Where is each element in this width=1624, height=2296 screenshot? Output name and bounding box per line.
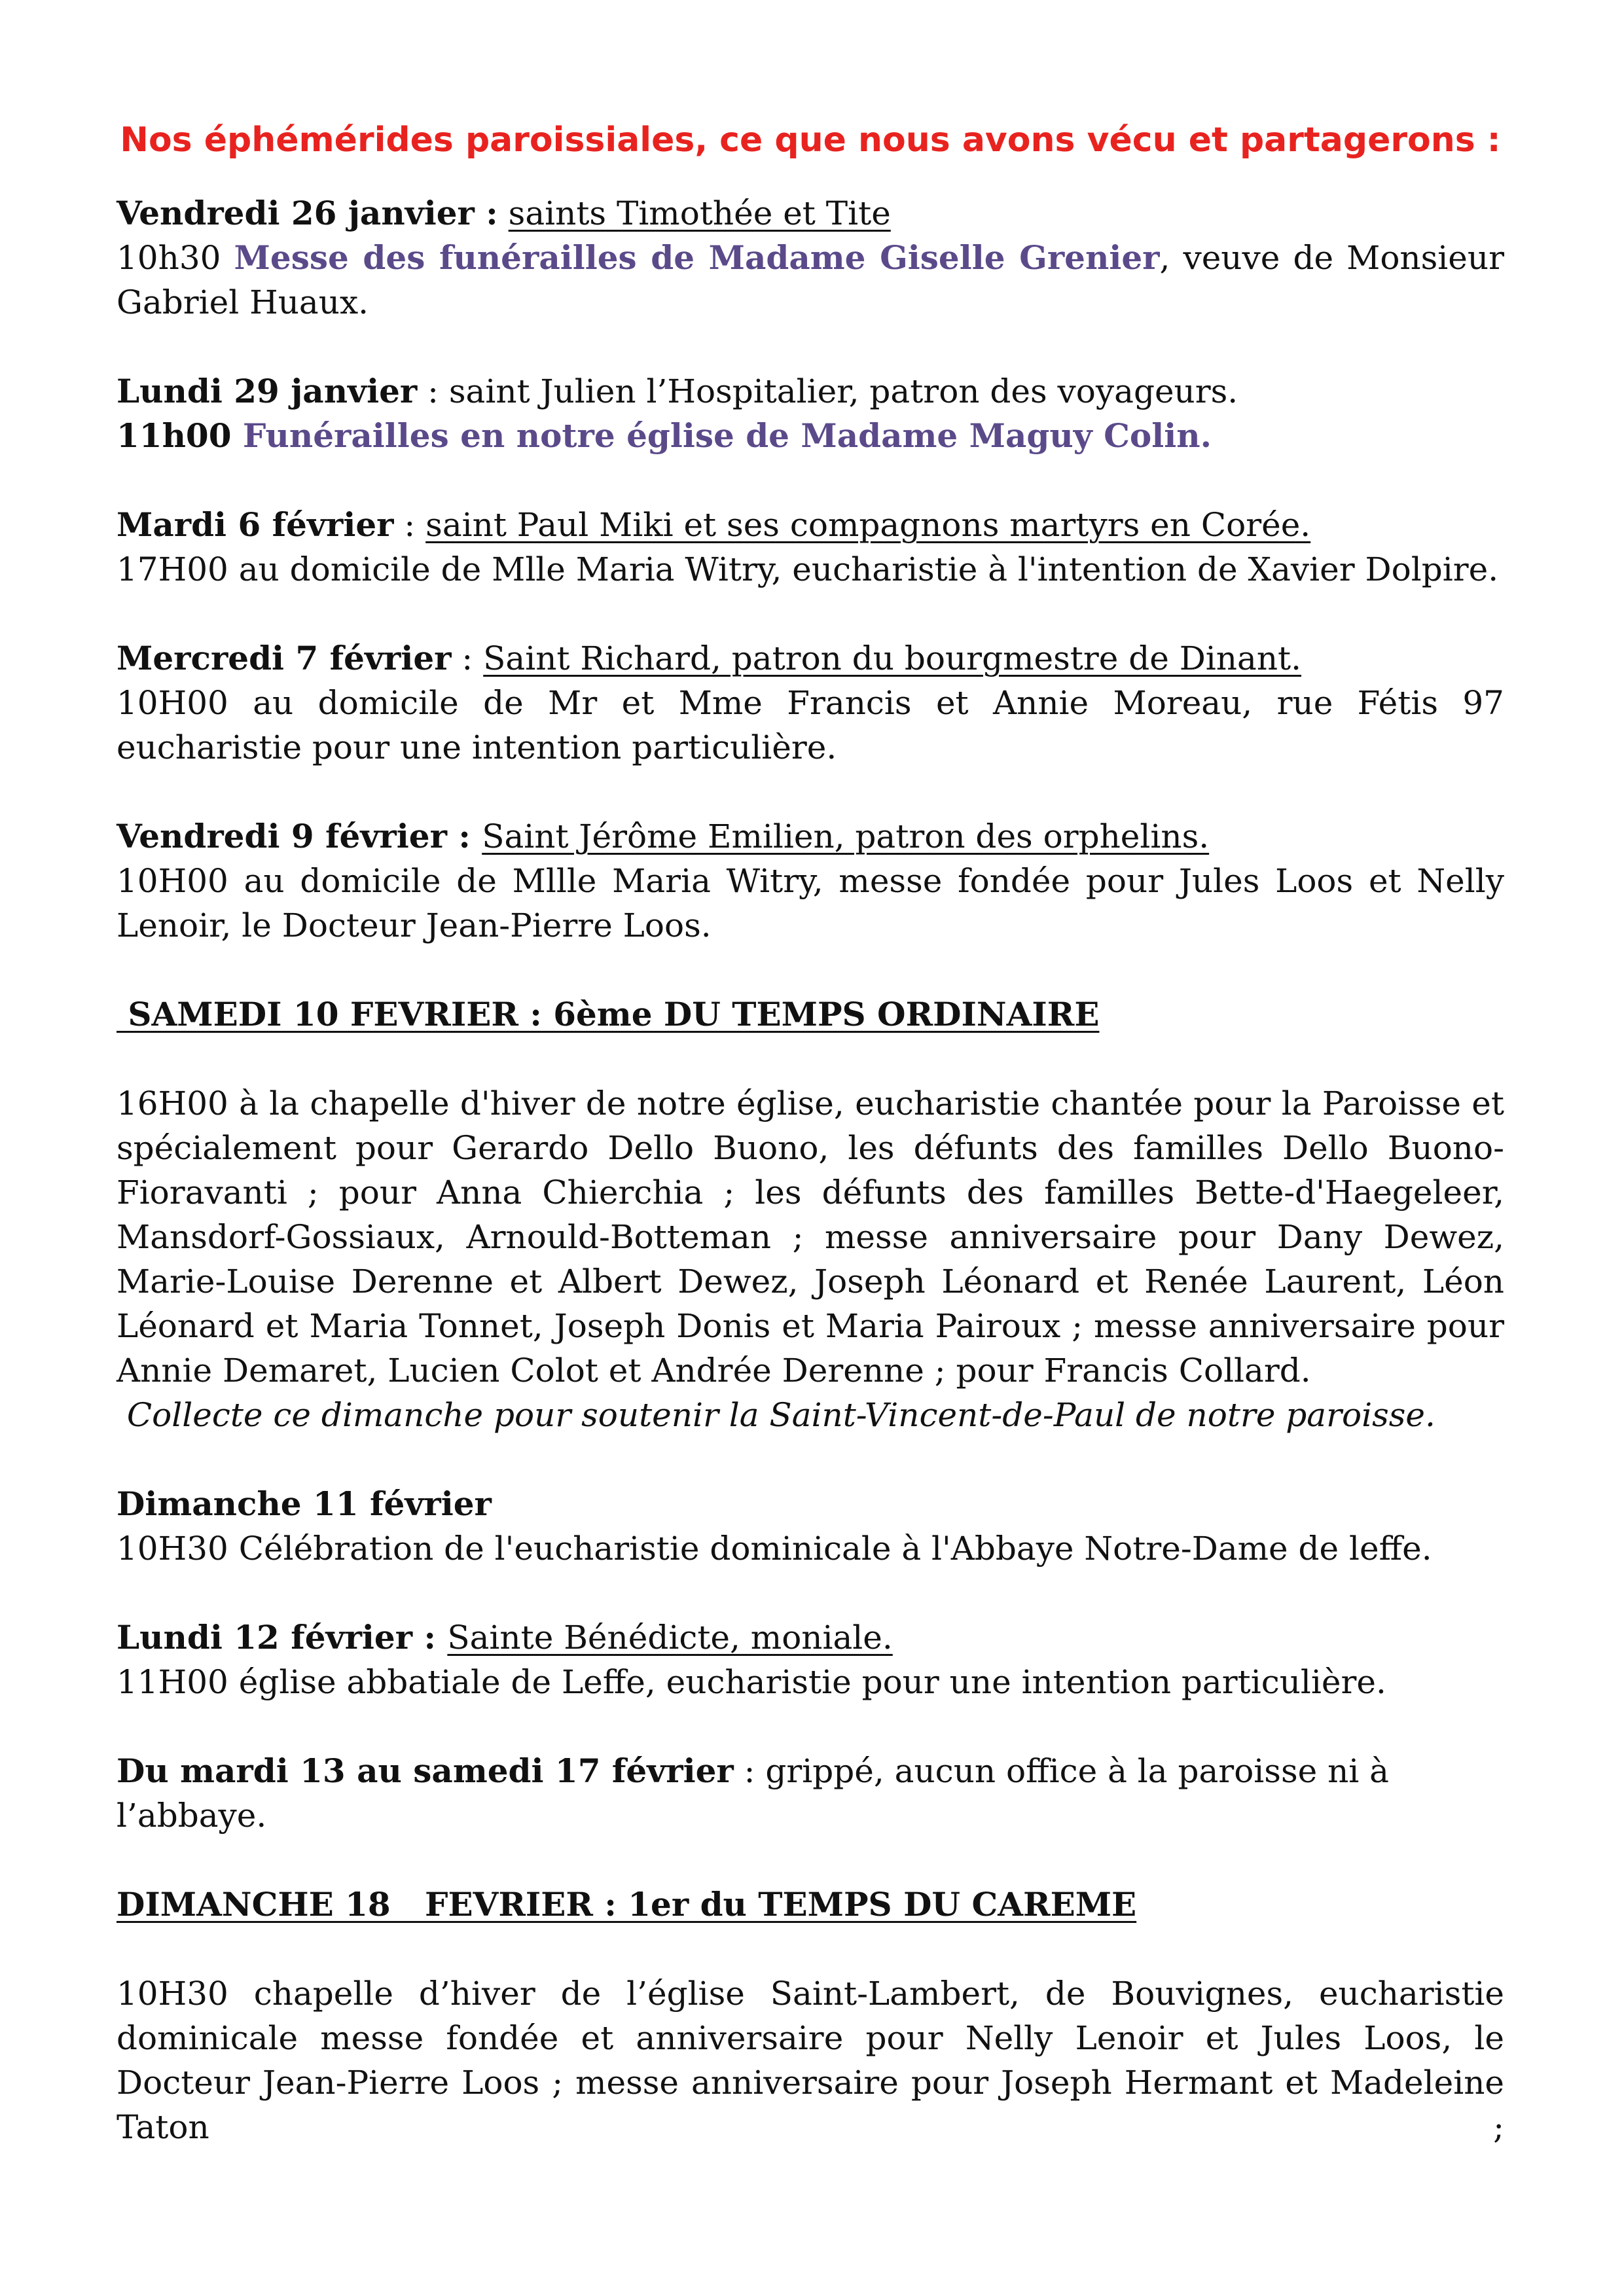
entry-text: 10H00 au domicile de Mr et Mme Francis et Annie Moreau, rue Fétis 97 eucharistie pour une intention particulière. <box>117 684 1504 766</box>
entry-vendredi-9 <box>117 814 1504 948</box>
entry-mercredi-7 <box>117 636 1504 770</box>
entry-date: Vendredi 9 février : <box>117 817 482 855</box>
entry-saint: saints Timothée et Tite <box>508 194 891 232</box>
entry-du-mardi-13 <box>117 1749 1504 1838</box>
entry-vendredi-26 <box>117 191 1504 325</box>
entry-lundi-29 <box>117 369 1504 458</box>
document-body <box>117 118 1504 2149</box>
section-heading-dimanche-18: DIMANCHE 18 FEVRIER : 1er du TEMPS DU CAREME <box>117 1885 1137 1924</box>
entry-date: Dimanche 11 février <box>117 1484 492 1523</box>
entry-saint: Saint Richard, patron du bourgmestre de Dinant. <box>483 639 1302 677</box>
entry-time: 10h30 <box>117 239 221 277</box>
entry-saint: saint Paul Miki et ses compagnons martyrs en Corée. <box>425 506 1311 544</box>
entry-lundi-12 <box>117 1615 1504 1704</box>
entry-event: Messe des funérailles de Madame Giselle Grenier <box>234 238 1160 277</box>
entry-text: 10H00 au domicile de Mllle Maria Witry, messe fondée pour Jules Loos et Nelly Lenoir, le Docteur Jean-Pierre Loos. <box>117 862 1504 944</box>
collect-note: Collecte ce dimanche pour soutenir la Saint-Vincent-de-Paul de notre paroisse. <box>117 1396 1435 1434</box>
entry-text: 10H30 Célébration de l'eucharistie dominicale à l'Abbaye Notre-Dame de leffe. <box>117 1530 1432 1568</box>
entry-text: 11H00 église abbatiale de Leffe, eucharistie pour une intention particulière. <box>117 1663 1386 1701</box>
entry-date: Lundi 29 janvier <box>117 372 418 410</box>
entry-saint: : saint Julien l’Hospitalier, patron des voyageurs. <box>417 372 1238 410</box>
entry-time: 11h00 <box>117 416 232 455</box>
entry-saint: Sainte Bénédicte, moniale. <box>447 1619 893 1657</box>
entry-date: Mercredi 7 février <box>117 639 452 677</box>
dimanche-18-paragraph: 10H30 chapelle d’hiver de l’église Saint-Lambert, de Bouvignes, eucharistie dominicale messe fondée et anniversaire pour Nelly Lenoir et Jules Loos, le Docteur Jean-Pierre Loos ; messe anniversaire pour Joseph Hermant et Madeleine Taton ; <box>117 1975 1504 2146</box>
samedi-10-paragraph: 16H00 à la chapelle d'hiver de notre église, eucharistie chantée pour la Paroisse et spécialement pour Gerardo Dello Buono, les défunts des familles Dello Buono-Fioravanti ; pour Anna Chierchia ; les défunts des familles Bette-d'Haegeleer, Mansdorf-Gossiaux, Arnould-Botteman ; messe anniversaire pour Dany Dewez, Marie-Louise Derenne et Albert Dewez, Joseph Léonard et Renée Laurent, Léon Léonard et Maria Tonnet, Joseph Donis et Maria Pairoux ; messe anniversaire pour Annie Demaret, Lucien Colot et Andrée Derenne ; pour Francis Collard. <box>117 1085 1504 1390</box>
page-title: Nos éphémérides paroissiales, ce que nous avons vécu et partagerons : <box>120 120 1501 160</box>
entry-date: Mardi 6 février <box>117 505 394 544</box>
section-heading-samedi-10: SAMEDI 10 FEVRIER : 6ème DU TEMPS ORDINAIRE <box>117 995 1100 1033</box>
entry-mardi-6 <box>117 503 1504 592</box>
entry-sep: : <box>451 639 484 677</box>
entry-date: Du mardi 13 au samedi 17 février <box>117 1751 734 1790</box>
entry-text: 17H00 au domicile de Mlle Maria Witry, eucharistie à l'intention de Xavier Dolpire. <box>117 550 1499 588</box>
entry-saint: Saint Jérôme Emilien, patron des orphelins. <box>482 817 1210 855</box>
entry-text: , veuve de Monsieur Gabriel Huaux. <box>117 239 1504 321</box>
entry-text: : grippé, aucun office à la paroisse ni à l’abbaye. <box>117 1752 1389 1835</box>
entry-date: Vendredi 26 janvier : <box>117 194 498 232</box>
entry-event: Funérailles en notre église de Madame Maguy Colin. <box>231 416 1212 455</box>
entry-sep: : <box>393 506 426 544</box>
entry-dimanche-11 <box>117 1482 1504 1571</box>
entry-date: Lundi 12 février : <box>117 1618 448 1657</box>
